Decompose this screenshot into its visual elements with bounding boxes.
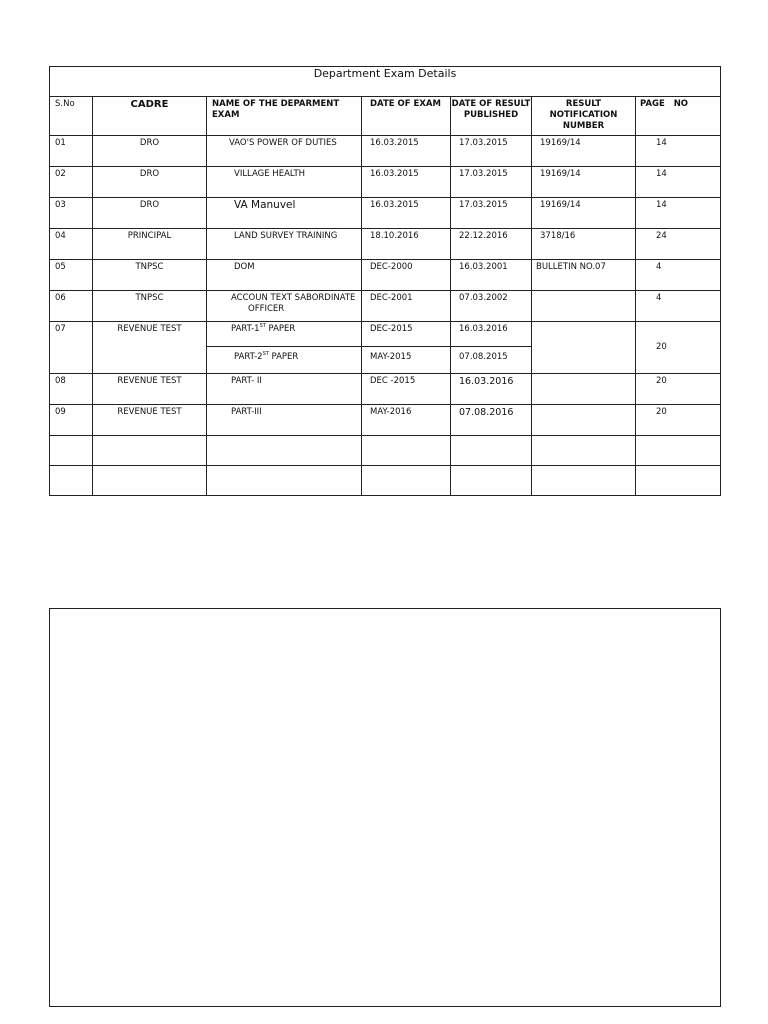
cell-exam-name: VILLAGE HEALTH — [207, 167, 362, 198]
part2-sup: ST — [262, 351, 269, 358]
cell-notification: 3718/16 — [532, 229, 636, 260]
exam-name-line1: ACCOUN TEXT SABORDINATE — [231, 293, 356, 303]
cell-exam-name: DOM — [207, 260, 362, 291]
cell-exam-date: DEC -2015 — [362, 374, 451, 405]
cell-result-published: 22.12.2016 — [451, 229, 532, 260]
cell-exam-date: 16.03.2015 — [362, 198, 451, 229]
part2-prefix: PART-2 — [234, 352, 263, 362]
cell-cadre: REVENUE TEST — [93, 405, 207, 436]
cell-cadre: TNPSC — [93, 260, 207, 291]
cell-exam-name-part2 — [207, 347, 362, 374]
cell-notification — [532, 322, 636, 374]
table-row — [50, 322, 721, 347]
cell-sno: 05 — [50, 260, 93, 291]
empty-cell — [207, 466, 362, 496]
header-row — [50, 97, 721, 136]
empty-cell — [50, 466, 93, 496]
cell-sno: 07 — [50, 322, 93, 374]
table-row — [50, 198, 721, 229]
empty-cell — [532, 466, 636, 496]
empty-cell — [451, 466, 532, 496]
empty-cell — [451, 436, 532, 466]
header-exam-name: NAME OF THE DEPARMENT EXAM — [207, 97, 362, 136]
cell-cadre: DRO — [93, 198, 207, 229]
cell-page-no: 20 — [636, 374, 721, 405]
cell-exam-date: DEC-2001 — [362, 291, 451, 322]
cell-notification — [532, 374, 636, 405]
cell-exam-date: DEC-2000 — [362, 260, 451, 291]
cell-notification — [532, 291, 636, 322]
cell-result-published: 17.03.2015 — [451, 136, 532, 167]
part1-prefix: PART-1 — [231, 324, 260, 334]
cell-exam-date: MAY-2016 — [362, 405, 451, 436]
empty-cell — [93, 466, 207, 496]
empty-cell — [93, 436, 207, 466]
cell-notification — [532, 405, 636, 436]
table-row — [50, 374, 721, 405]
cell-page-no: 4 — [636, 291, 721, 322]
cell-page-no: 20 — [636, 405, 721, 436]
cell-exam-name: PART-III — [207, 405, 362, 436]
empty-cell — [50, 436, 93, 466]
cell-result-published: 17.03.2015 — [451, 167, 532, 198]
cell-result-published: 07.08.2016 — [451, 405, 532, 436]
table-row — [50, 405, 721, 436]
cell-sno: 09 — [50, 405, 93, 436]
cell-exam-name: LAND SURVEY TRAINING — [207, 229, 362, 260]
cell-exam-date: DEC-2015 — [362, 322, 451, 347]
table-row — [50, 167, 721, 198]
empty-cell — [532, 436, 636, 466]
department-exam-table — [49, 66, 721, 496]
header-page-no: PAGE NO — [636, 97, 721, 136]
cell-sno: 06 — [50, 291, 93, 322]
cell-exam-name: VAO'S POWER OF DUTIES — [207, 136, 362, 167]
table-row — [50, 260, 721, 291]
exam-name-line2: OFFICER — [248, 304, 285, 314]
cell-cadre: TNPSC — [93, 291, 207, 322]
cell-page-no: 14 — [636, 136, 721, 167]
cell-page-no: 14 — [636, 167, 721, 198]
empty-row — [50, 436, 721, 466]
cell-notification: 19169/14 — [532, 198, 636, 229]
cell-exam-name-part1 — [207, 322, 362, 347]
empty-cell — [636, 436, 721, 466]
cell-sno: 03 — [50, 198, 93, 229]
cell-sno: 01 — [50, 136, 93, 167]
cell-exam-date: 18.10.2016 — [362, 229, 451, 260]
cell-result-published: 07.03.2002 — [451, 291, 532, 322]
cell-page-no: 14 — [636, 198, 721, 229]
cell-sno: 08 — [50, 374, 93, 405]
header-notification-number: RESULT NOTIFICATION NUMBER — [532, 97, 636, 136]
part2-suffix: PAPER — [268, 352, 299, 362]
cell-cadre: REVENUE TEST — [93, 374, 207, 405]
table-row — [50, 136, 721, 167]
cell-cadre: REVENUE TEST — [93, 322, 207, 374]
cell-result-published: 16.03.2016 — [451, 374, 532, 405]
cell-page-no: 24 — [636, 229, 721, 260]
cell-exam-date: 16.03.2015 — [362, 167, 451, 198]
cell-cadre: DRO — [93, 136, 207, 167]
part1-sup: ST — [259, 323, 266, 330]
header-exam-date: DATE OF EXAM — [362, 97, 451, 136]
empty-cell — [362, 436, 451, 466]
table-title: Department Exam Details — [50, 67, 721, 97]
empty-cell — [207, 436, 362, 466]
cell-notification: BULLETIN NO.07 — [532, 260, 636, 291]
empty-cell — [362, 466, 451, 496]
header-result-published: DATE OF RESULT PUBLISHED — [451, 97, 532, 136]
part1-suffix: PAPER — [265, 324, 296, 334]
cell-result-published: 17.03.2015 — [451, 198, 532, 229]
cell-exam-name — [207, 291, 362, 322]
cell-exam-date: MAY-2015 — [362, 347, 451, 374]
cell-result-published: 07.08.2015 — [451, 347, 532, 374]
cell-notification: 19169/14 — [532, 167, 636, 198]
cell-notification: 19169/14 — [532, 136, 636, 167]
cell-page-no: 20 — [636, 322, 721, 374]
blank-box — [49, 608, 721, 1007]
header-cadre: CADRE — [93, 97, 207, 136]
header-sno: S.No — [50, 97, 93, 136]
empty-row — [50, 466, 721, 496]
cell-sno: 04 — [50, 229, 93, 260]
cell-exam-name: PART- II — [207, 374, 362, 405]
cell-cadre: PRINCIPAL — [93, 229, 207, 260]
table-row — [50, 291, 721, 322]
table-row — [50, 229, 721, 260]
cell-sno: 02 — [50, 167, 93, 198]
cell-result-published: 16.03.2001 — [451, 260, 532, 291]
cell-exam-date: 16.03.2015 — [362, 136, 451, 167]
cell-page-no: 4 — [636, 260, 721, 291]
empty-cell — [636, 466, 721, 496]
cell-cadre: DRO — [93, 167, 207, 198]
cell-result-published: 16.03.2016 — [451, 322, 532, 347]
cell-exam-name: VA Manuvel — [207, 198, 362, 229]
